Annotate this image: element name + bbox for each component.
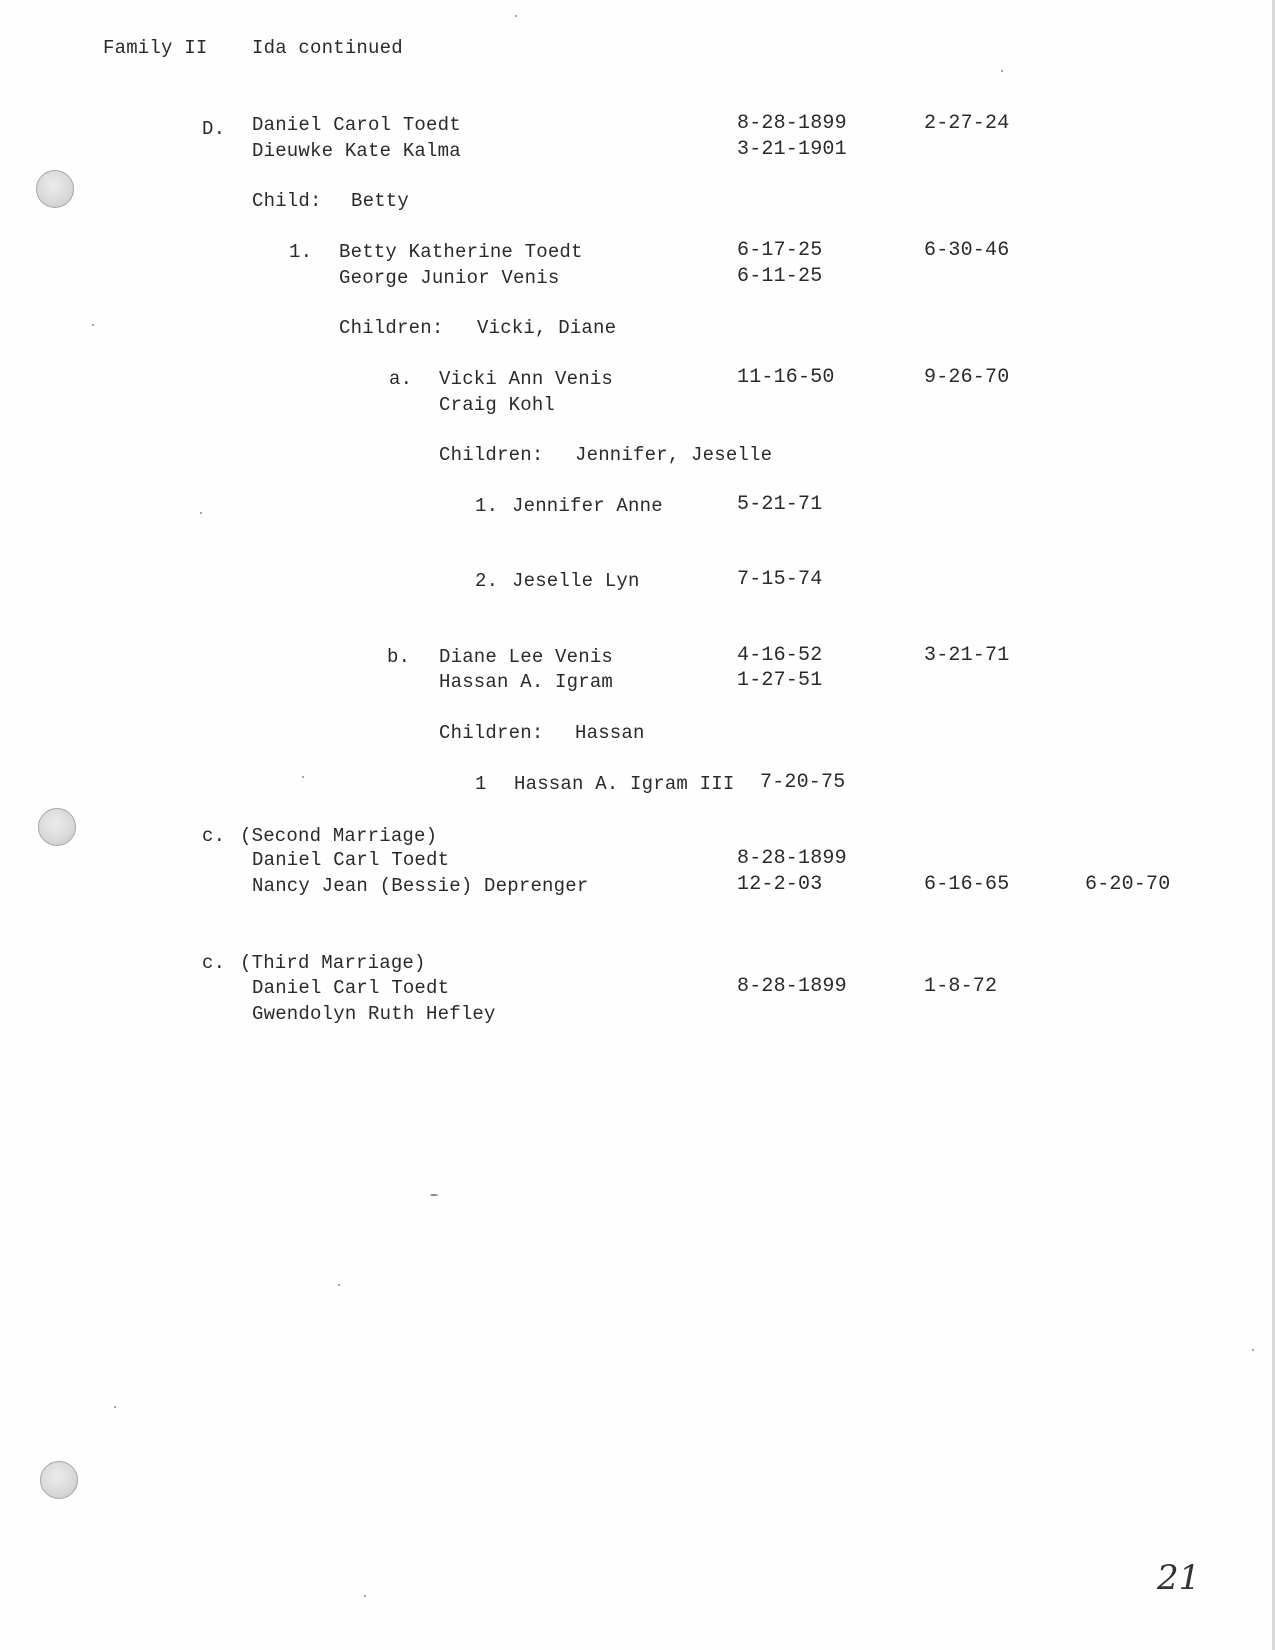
section-d-person-birth: 8-28-1899 [737,112,847,135]
second-marriage-letter: c. [202,825,226,847]
section-d-children-label: Child: [252,190,322,212]
second-marriage-person: Daniel Carl Toedt [252,849,450,871]
second-marriage-person-birth: 8-28-1899 [737,847,847,870]
diane-child-1-birth: 7-20-75 [760,771,846,794]
diane-spouse-birth: 1-27-51 [737,669,823,692]
speck [515,15,517,17]
speck [1001,70,1003,72]
vicki-child-2-name: Jeselle Lyn [512,570,640,592]
vicki-spouse: Craig Kohl [439,394,556,416]
section-d-letter: D. [202,118,226,140]
diane-marriage: 3-21-71 [924,644,1010,667]
second-marriage-date: 6-16-65 [924,873,1010,896]
second-marriage-label: (Second Marriage) [240,825,438,847]
vicki-person-birth: 11-16-50 [737,366,835,389]
header-family: Family II [103,37,208,59]
vicki-children-names: Jennifer, Jeselle [575,444,773,466]
diane-person: Diane Lee Venis [439,646,614,668]
third-marriage-person-birth: 8-28-1899 [737,975,847,998]
vicki-letter: a. [389,368,413,390]
vicki-child-1-name: Jennifer Anne [512,495,663,517]
third-marriage-letter: c. [202,952,226,974]
betty-number: 1. [289,241,313,263]
betty-children-label: Children: [339,317,444,339]
diane-children-names: Hassan [575,722,645,744]
speck [364,1595,366,1597]
vicki-child-1-number: 1. [475,495,499,517]
speck [302,776,304,778]
diane-child-1-number: 1 [475,773,487,795]
betty-spouse: George Junior Venis [339,267,560,289]
vicki-child-1-birth: 5-21-71 [737,493,823,516]
section-d-spouse: Dieuwke Kate Kalma [252,140,461,162]
header-title: Ida continued [252,37,403,59]
second-marriage-end-date: 6-20-70 [1085,873,1171,896]
betty-spouse-birth: 6-11-25 [737,265,823,288]
speck [430,1194,438,1196]
second-marriage-spouse: Nancy Jean (Bessie) Deprenger [252,875,589,897]
vicki-children-label: Children: [439,444,544,466]
vicki-child-2-birth: 7-15-74 [737,568,823,591]
speck [200,512,202,514]
vicki-child-2-number: 2. [475,570,499,592]
speck [338,1284,340,1286]
section-d-person: Daniel Carol Toedt [252,114,461,136]
page-number: 21 [1157,1558,1201,1598]
diane-spouse: Hassan A. Igram [439,671,614,693]
diane-child-1-name: Hassan A. Igram III [514,773,735,795]
vicki-person: Vicki Ann Venis [439,368,614,390]
speck [92,324,94,326]
section-d-spouse-birth: 3-21-1901 [737,138,847,161]
third-marriage-label: (Third Marriage) [240,952,426,974]
third-marriage-spouse: Gwendolyn Ruth Hefley [252,1003,496,1025]
section-d-marriage: 2-27-24 [924,112,1010,135]
speck [114,1406,116,1408]
betty-person: Betty Katherine Toedt [339,241,583,263]
third-marriage-date: 1-8-72 [924,975,998,998]
betty-person-birth: 6-17-25 [737,239,823,262]
section-d-children-names: Betty [351,190,410,212]
vicki-marriage: 9-26-70 [924,366,1010,389]
betty-children-names: Vicki, Diane [477,317,617,339]
binder-hole-middle [38,808,76,846]
third-marriage-person: Daniel Carl Toedt [252,977,450,999]
betty-marriage: 6-30-46 [924,239,1010,262]
speck [1252,1349,1254,1351]
diane-children-label: Children: [439,722,544,744]
second-marriage-spouse-birth: 12-2-03 [737,873,823,896]
binder-hole-bottom [40,1461,78,1499]
binder-hole-top [36,170,74,208]
diane-person-birth: 4-16-52 [737,644,823,667]
diane-letter: b. [387,646,411,668]
